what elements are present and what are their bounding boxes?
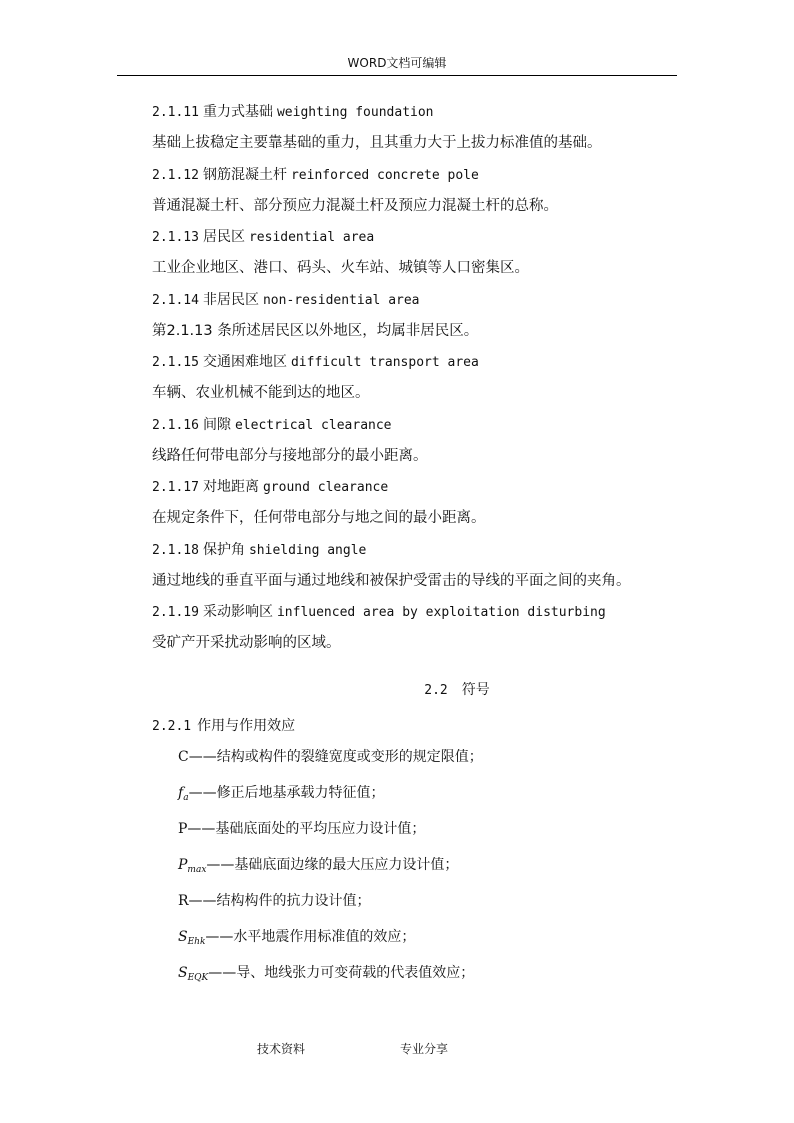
- term-chinese: 重力式基础: [202, 104, 273, 120]
- term-english: reinforced concrete pole: [290, 167, 479, 183]
- term-number: 2.1.14: [152, 292, 199, 308]
- symbol-subscript: Ehk: [187, 937, 206, 947]
- symbol-row: [178, 781, 483, 817]
- symbol: [178, 817, 187, 841]
- term-number: 2.1.11: [152, 105, 199, 120]
- term-chinese: 交通困难地区: [202, 354, 287, 370]
- term-number: 2.1.12: [152, 167, 199, 183]
- term-definition: 普通混凝土杆、部分预应力混凝土杆及预应力混凝土杆的总称。: [152, 197, 558, 214]
- section-number: 2.2: [424, 683, 448, 698]
- symbol: [178, 961, 208, 990]
- header-text: WORD文档可编辑: [347, 56, 447, 70]
- symbol-description: ——结构或构件的裂缝宽度或变形的规定限值；: [188, 749, 483, 765]
- term-english: difficult transport area: [290, 355, 479, 370]
- symbol-row: [178, 853, 483, 889]
- section-title: [152, 680, 762, 701]
- term-english: ground clearance: [262, 480, 389, 495]
- symbol-subscript: a: [183, 793, 189, 803]
- term-heading: [152, 538, 692, 569]
- symbol-description: ——基础底面边缘的最大压应力设计值；: [206, 857, 459, 873]
- footer-left: 技术资料: [257, 1042, 306, 1056]
- term-definition: 工业企业地区、港口、码头、火车站、城镇等人口密集区。: [152, 260, 529, 276]
- term-heading: [152, 163, 692, 194]
- term-number: 2.1.18: [152, 542, 199, 558]
- term-english: influenced area by exploitation disturbing: [276, 605, 606, 620]
- page-header: [117, 55, 677, 76]
- symbol: [178, 781, 189, 810]
- term-number: 2.1.17: [152, 480, 199, 495]
- term-definition: 在规定条件下，任何带电部分与地之间的最小距离。: [152, 510, 486, 526]
- symbol-subscript: EQK: [187, 973, 209, 983]
- term-number: 2.1.19: [152, 605, 199, 620]
- term-definition: 基础上拔稳定主要靠基础的重力，且其重力大于上拔力标准值的基础。: [152, 135, 602, 151]
- symbol-main: f: [178, 785, 184, 801]
- terms-list: [152, 100, 692, 983]
- symbol-description: ——导、地线张力可变荷载的代表值效应；: [208, 965, 475, 981]
- term-chinese: 保护角: [202, 541, 245, 558]
- term-heading: [152, 475, 692, 506]
- footer-right: 专业分享: [400, 1042, 449, 1056]
- symbol-list: [178, 745, 483, 997]
- term-english: residential area: [248, 230, 375, 245]
- symbol-description: ——基础底面处的平均压应力设计值；: [187, 821, 426, 837]
- term-heading: [152, 225, 692, 256]
- subsection-number: 2.2.1: [152, 719, 192, 734]
- term-number: 2.1.16: [152, 417, 199, 433]
- symbol-main: S: [178, 965, 188, 981]
- term-number: 2.1.13: [152, 230, 199, 245]
- symbol-main: R: [178, 893, 189, 909]
- term-chinese: 钢筋混凝土杆: [202, 166, 287, 183]
- term-heading: [152, 600, 692, 631]
- section-label: 符号: [461, 682, 490, 698]
- term-english: non-residential area: [262, 292, 420, 308]
- subsection-label: 作用与作用效应: [197, 718, 296, 734]
- symbol-row: [178, 817, 483, 853]
- term-definition: 车辆、农业机械不能到达的地区。: [152, 385, 370, 401]
- term-chinese: 采动影响区: [202, 604, 273, 620]
- subsection-title: [152, 716, 295, 737]
- symbol-description: ——结构构件的抗力设计值；: [188, 893, 371, 909]
- term-heading: [152, 100, 692, 131]
- symbol-row: [178, 889, 483, 925]
- symbol-main: C: [178, 749, 189, 765]
- term-english: shielding angle: [248, 542, 367, 558]
- term-definition: 受矿产开采扰动影响的区域。: [152, 635, 341, 651]
- symbol: [178, 745, 189, 769]
- term-heading: [152, 350, 692, 381]
- symbol-row: [178, 745, 483, 781]
- term-chinese: 对地距离: [202, 479, 259, 495]
- term-definition: 第2.1.13 条所述居民区以外地区，均属非居民区。: [152, 322, 479, 339]
- term-english: weighting foundation: [276, 105, 434, 120]
- term-heading: [152, 288, 692, 319]
- symbol: [178, 853, 206, 882]
- symbol-main: S: [178, 929, 188, 945]
- symbol: [178, 889, 189, 913]
- symbol-description: ——水平地震作用标准值的效应；: [205, 929, 416, 945]
- term-definition: 线路任何带电部分与接地部分的最小距离。: [152, 447, 428, 464]
- term-chinese: 间隙: [202, 416, 231, 433]
- term-heading: [152, 413, 692, 444]
- symbol-main: P: [178, 857, 188, 873]
- symbol-description: ——修正后地基承载力特征值；: [188, 785, 385, 801]
- symbol-row: [178, 925, 483, 961]
- term-chinese: 非居民区: [202, 291, 259, 308]
- symbol-subscript: max: [187, 865, 207, 875]
- term-english: electrical clearance: [234, 417, 392, 433]
- symbol: [178, 925, 205, 954]
- symbol-row: [178, 961, 483, 997]
- symbol-main: P: [178, 821, 188, 837]
- term-definition: 通过地线的垂直平面与通过地线和被保护受雷击的导线的平面之间的夹角。: [152, 572, 631, 589]
- term-number: 2.1.15: [152, 355, 199, 370]
- term-chinese: 居民区: [202, 229, 245, 245]
